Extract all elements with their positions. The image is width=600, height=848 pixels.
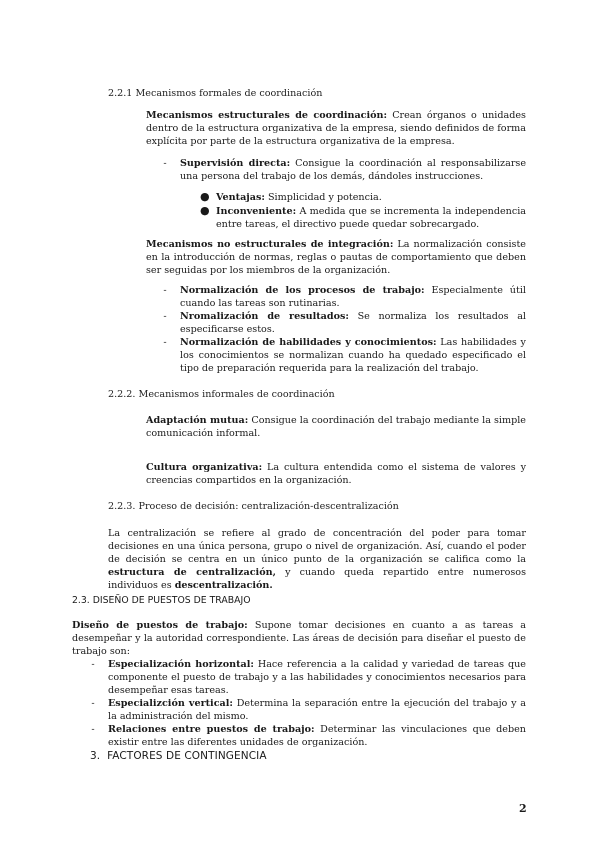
term-label: Adaptación mutua:	[146, 415, 249, 426]
term-label: Supervisión directa:	[180, 158, 291, 169]
term-text: Supone tomar decisiones en cuanto a as tareas a desempeñar y la autoridad correspondiente. Las áreas de decisión para diseñar el puesto de trabajo son:	[72, 620, 526, 657]
term-text: Crean órganos o unidades dentro de la estructura organizativa de la empresa, siendo definidos de forma explícita por parte de la estructura organizativa de la empresa.	[146, 110, 526, 147]
list-item-especializacion-vertical	[108, 697, 526, 723]
section-heading-3: 3. FACTORES DE CONTINGENCIA	[90, 750, 267, 762]
paragraph-mecanismos-no-estructurales	[146, 238, 526, 277]
term-text: Consigue la coordinación del trabajo mediante la simple comunicación informal.	[146, 415, 526, 439]
section-heading-2-2-2: 2.2.2. Mecanismos informales de coordinación	[108, 389, 335, 400]
term-text: La cultura entendida como el sistema de valores y creencias compartidos en la organización.	[146, 462, 526, 486]
list-item-ventajas	[216, 191, 526, 204]
bullet-icon: ●	[200, 204, 210, 217]
paragraph-adaptacion-mutua	[146, 414, 526, 440]
term-label: Especialización horizontal:	[108, 659, 254, 670]
term-text: Consigue la coordinación al responsabilizarse una persona del trabajo de los demás, dándoles instrucciones.	[180, 158, 527, 182]
list-dash: -	[163, 158, 167, 169]
paragraph-mecanismos-estructurales	[146, 109, 526, 148]
term-label: Especializción vertical:	[108, 698, 233, 709]
term-label: Nromalización de resultados:	[180, 311, 349, 322]
section-heading-2-2-1: 2.2.1 Mecanismos formales de coordinación	[108, 88, 323, 99]
term-label: Diseño de puestos de trabajo:	[72, 620, 248, 631]
list-dash: -	[163, 311, 167, 322]
paragraph-diseno-puestos	[72, 619, 526, 658]
list-item-normalizacion-habilidades	[180, 336, 526, 375]
term-label: Relaciones entre puestos de trabajo:	[108, 724, 315, 735]
list-item-relaciones-puestos	[108, 723, 526, 749]
term-label: Cultura organizativa:	[146, 462, 263, 473]
section-heading-2-2-3: 2.2.3. Proceso de decisión: centralización-descentralización	[108, 501, 399, 512]
term-text: Simplicidad y potencia.	[267, 192, 382, 203]
list-dash: -	[163, 337, 167, 348]
term-label: Mecanismos estructurales de coordinación:	[146, 110, 388, 121]
list-dash: -	[91, 698, 95, 709]
term-label: Inconveniente:	[216, 206, 297, 217]
descentralizacion-term: descentralización.	[174, 580, 273, 591]
list-item-especializacion-horizontal	[108, 658, 526, 697]
centralizacion-text: La centralización se refiere al grado de concentración del poder para tomar decisiones en una única persona, grupo o nivel de organización. Así, cuando el poder de decisión se centra en un único punto de la organización se califica como la	[108, 528, 526, 565]
list-dash: -	[91, 659, 95, 670]
term-label: Ventajas:	[216, 192, 265, 203]
page-number: 2	[519, 802, 527, 815]
centralizacion-term: estructura de centralización,	[108, 567, 276, 578]
list-item-normalizacion-procesos	[180, 284, 526, 310]
term-text: Las habilidades y los conocimientos se normalizan cuando ha quedado especificado el tipo de preparación requerida para la realización del trabajo.	[180, 337, 526, 374]
list-item-inconveniente	[216, 205, 526, 231]
list-dash: -	[163, 285, 167, 296]
term-text: Se normaliza los resultados al especificarse estos.	[180, 311, 527, 335]
list-item-normalizacion-resultados	[180, 310, 526, 336]
term-text: Determina la separación entre la ejecución del trabajo y a la administración del mismo.	[108, 698, 527, 722]
term-text: Especialmente útil cuando las tareas son rutinarias.	[180, 285, 526, 309]
centralizacion-text-2: y cuando queda repartido entre numerosos individuos es	[108, 567, 526, 591]
term-label: Mecanismos no estructurales de integración:	[146, 239, 394, 250]
term-text: Determinar las vinculaciones que deben existir entre las diferentes unidades de organización.	[108, 724, 526, 748]
list-dash: -	[91, 724, 95, 735]
section-heading-2-3: 2.3. DISEÑO DE PUESTOS DE TRABAJO	[72, 595, 251, 606]
paragraph-centralizacion	[108, 527, 526, 592]
paragraph-cultura-organizativa	[146, 461, 526, 487]
term-text: Hace referencia a la calidad y variedad de tareas que componente el puesto de trabajo y a las habilidades y conocimientos necesarios para desempeñar esas tareas.	[108, 659, 526, 696]
term-label: Normalización de habilidades y conocimientos:	[180, 337, 437, 348]
bullet-icon: ●	[200, 190, 210, 203]
term-text: A medida que se incrementa la independencia entre tareas, el directivo puede quedar sobrecargado.	[216, 206, 526, 230]
list-item-supervision-directa	[180, 157, 526, 183]
term-label: Normalización de los procesos de trabajo:	[180, 285, 425, 296]
term-text: La normalización consiste en la introducción de normas, reglas o pautas de comportamiento que deben ser seguidas por los miembros de la organización.	[146, 239, 526, 276]
